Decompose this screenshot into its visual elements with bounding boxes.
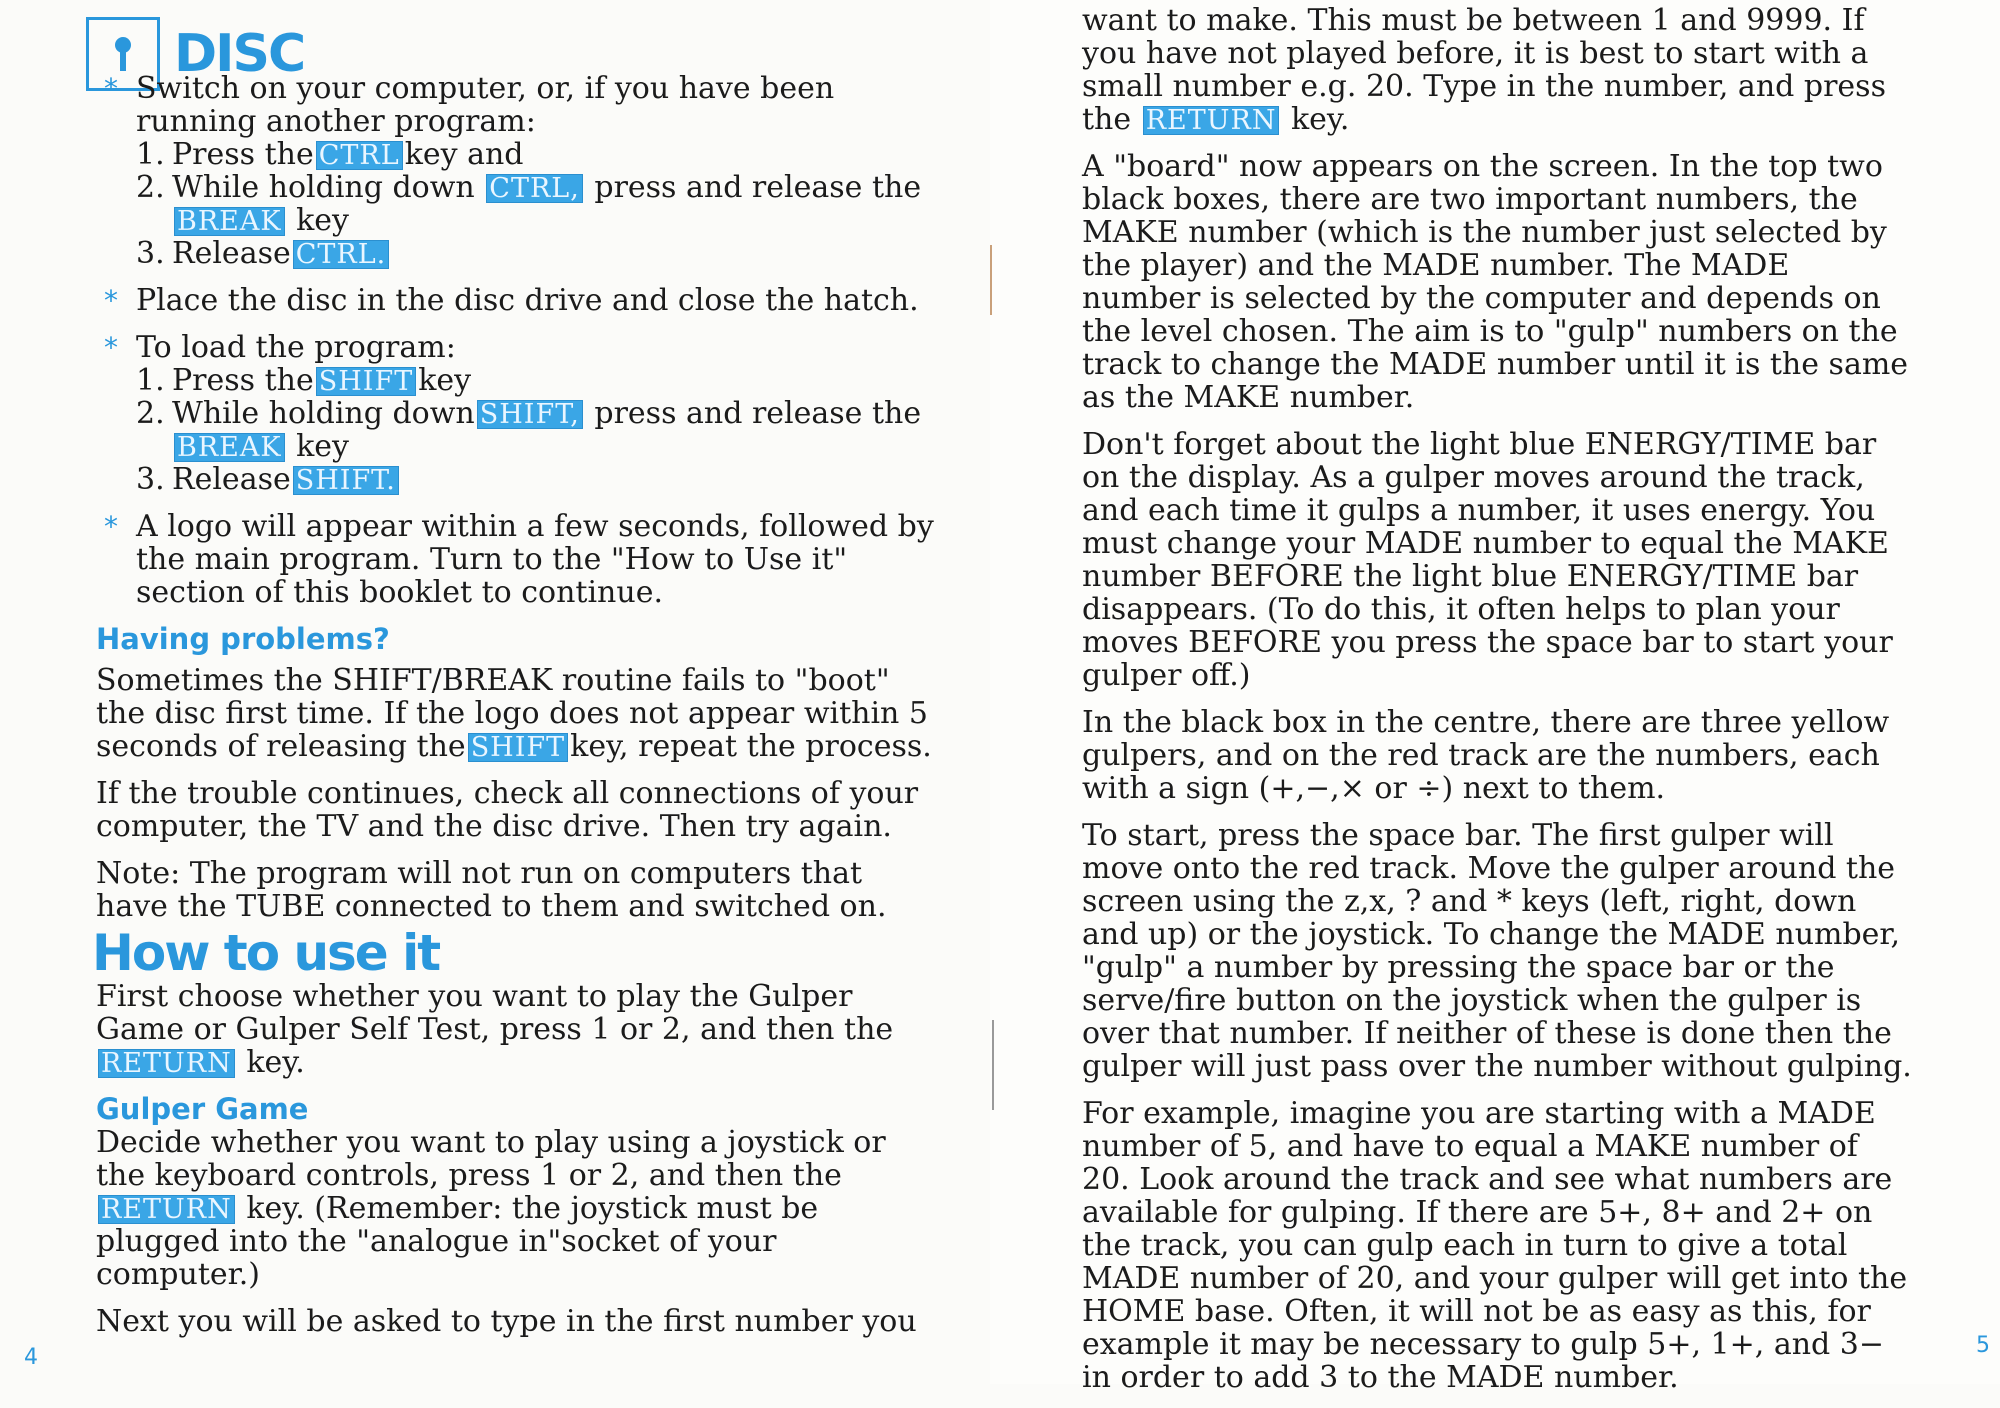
bullet-place-disc: * Place the disc in the disc drive and close the hatch. bbox=[104, 283, 919, 318]
ctrl-key: CTRL bbox=[316, 141, 403, 170]
ctrl-key: CTRL, bbox=[486, 174, 583, 203]
margin-mark bbox=[992, 1020, 994, 1110]
list-item: 1. Press the CTRL key and bbox=[136, 137, 524, 172]
list-item: 2. While holding down CTRL, press and release the BREAK key bbox=[136, 170, 922, 238]
list-item: 3. Release CTRL. bbox=[136, 237, 936, 270]
how-to-paragraph: First choose whether you want to play the Gulper Game or Gulper Self Test, press 1 or 2, and then theRETURN key. bbox=[96, 979, 894, 1080]
problems-paragraph: Sometimes the SHIFT/BREAK routine fails to "boot" the disc first time. If the logo does not appear within 5 seconds of releasing the SHIFT key, repeat the process. bbox=[96, 663, 932, 764]
shift-key: SHIFT, bbox=[477, 400, 583, 429]
shift-key: SHIFT bbox=[468, 733, 568, 762]
right-page bbox=[990, 0, 2000, 1395]
energy-paragraph: Don't forget about the light blue ENERGY/TIME bar on the display. As a gulper moves around the track, and each time it gulps a number, it uses energy. You must change your MADE number to equal the MAKE number BEFORE the light blue ENERGY/TIME bar disappears. (To do this, it often helps to plan your moves BEFORE you press the space bar to start your gulper off.) bbox=[1082, 427, 1893, 693]
right-column bbox=[1082, 4, 1912, 1408]
gulpers-paragraph: In the black box in the centre, there are three yellow gulpers, and on the red track are the numbers, each with a sign (+,−,× or ÷) next to them. bbox=[1082, 705, 1890, 806]
bullet-switch-on: * Switch on your computer, or, if you have been running another program: 1. Press the CTRL key and 2. While holding down CTRL, press and release the BREAK key 3. Release CTRL. bbox=[96, 72, 936, 270]
page-number: 5 bbox=[1976, 1333, 1990, 1358]
note-paragraph: Note: The program will not run on computers that have the TUBE connected to them and switched on. bbox=[96, 856, 887, 924]
return-key: RETURN bbox=[98, 1049, 235, 1078]
shift-key: SHIFT. bbox=[293, 466, 399, 495]
return-key: RETURN bbox=[98, 1195, 235, 1224]
section-title: DISC bbox=[174, 24, 305, 84]
margin-mark bbox=[990, 245, 992, 315]
trouble-paragraph: If the trouble continues, check all connections of your computer, the TV and the disc drive. Then try again. bbox=[96, 776, 919, 844]
bullet-load-program: * To load the program: 1. Press the SHIFT key 2. While holding down SHIFT, press and release the BREAK key 3. Release SHIFT. bbox=[96, 331, 936, 496]
gulper-game-heading: Gulper Game bbox=[96, 1092, 309, 1126]
bullet-logo: * A logo will appear within a few seconds, followed by the main program. Turn to the "How to Use it" section of this booklet to continue. bbox=[104, 509, 934, 610]
start-paragraph: To start, press the space bar. The first gulper will move onto the red track. Move the gulper around the screen using the z,x, ? and * keys (left, right, down and up) or the joystick. To change the MADE number, "gulp" a number by pressing the space bar or the serve/fire button on the joystick when the gulper is over that number. If neither of these is done then the gulper will just pass over the number without gulping. bbox=[1082, 818, 1912, 1084]
return-key: RETURN bbox=[1143, 106, 1280, 135]
make-number-paragraph: want to make. This must be between 1 and 9999. If you have not played before, it is best to start with a small number e.g. 20. Type in the number, and press the RETURN key. bbox=[1082, 3, 1886, 137]
list-item: 3. Release SHIFT. bbox=[136, 463, 936, 496]
ctrl-key: CTRL. bbox=[293, 240, 390, 269]
asterisk-icon: * bbox=[104, 284, 118, 317]
break-key: BREAK bbox=[174, 207, 285, 236]
how-to-use-heading: How to use it bbox=[92, 924, 440, 982]
game-paragraph: Decide whether you want to play using a joystick or the keyboard controls, press 1 or 2, and then theRETURN key. (Remember: the joystick must be plugged into the "analogue in"socket of your computer.) bbox=[96, 1125, 886, 1292]
break-key: BREAK bbox=[174, 433, 285, 462]
list-item: 1. Press the SHIFT key bbox=[136, 363, 472, 398]
left-page bbox=[0, 0, 990, 1384]
left-column bbox=[92, 71, 936, 1352]
list-item: 2. While holding down SHIFT, press and release the BREAK key bbox=[136, 396, 922, 464]
next-paragraph: Next you will be asked to type in the first number you bbox=[96, 1304, 917, 1339]
asterisk-icon: * bbox=[104, 510, 118, 543]
having-problems-heading: Having problems? bbox=[96, 622, 390, 656]
asterisk-icon: * bbox=[104, 331, 118, 364]
steps-list bbox=[136, 138, 936, 270]
example-paragraph: For example, imagine you are starting with a MADE number of 5, and have to equal a MAKE number of 20. Look around the track and see what numbers are available for gulping. If there are 5+, 8+ and 2+ on the track, you can gulp each in turn to give a total MADE number of 20, and your gulper will get into the HOME base. Often, it will not be as easy as this, for example it may be necessary to gulp 5+, 1+, and 3− in order to add 3 to the MADE number. bbox=[1082, 1096, 1908, 1395]
board-paragraph: A "board" now appears on the screen. In the top two black boxes, there are two important numbers, the MAKE number (which is the number just selected by the player) and the MADE number. The MADE number is selected by the computer and depends on the level chosen. The aim is to "gulp" numbers on the track to change the MADE number until it is the same as the MAKE number. bbox=[1082, 149, 1909, 415]
asterisk-icon: * bbox=[104, 72, 118, 105]
shift-key: SHIFT bbox=[316, 367, 416, 396]
page-number: 4 bbox=[24, 1345, 38, 1370]
disc-icon bbox=[113, 37, 133, 71]
steps-list bbox=[136, 364, 936, 496]
